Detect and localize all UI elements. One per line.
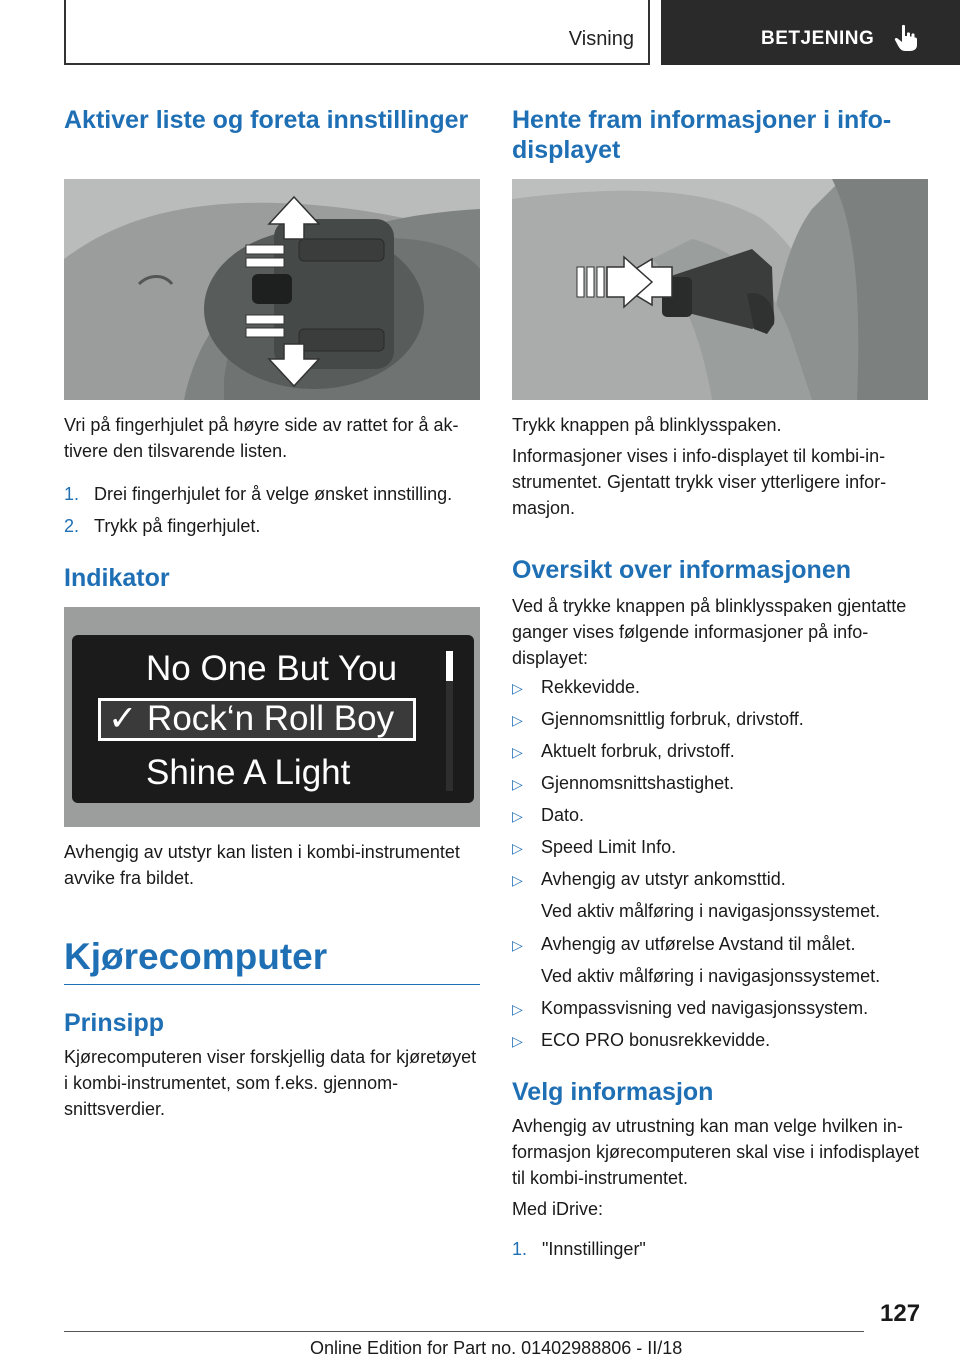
list-item: [512, 1027, 928, 1054]
display-line-2: ✓ Rock‘n Roll Boy: [108, 699, 395, 738]
display-line-1: No One But You: [146, 649, 398, 688]
bullet-triangle-icon: ▷: [512, 872, 523, 888]
header-chapter-title: BETJENING: [761, 28, 875, 49]
paragraph-info-shown: Informasjoner vises i info-displayet til kombi-instrumentet. Gjentatt trykk viser ytterligere informasjon.: [512, 446, 887, 518]
heading-principle: Prinsipp: [64, 1009, 165, 1037]
paragraph-principle: Kjørecomputeren viser forskjellig data for kjøretøyet i kombi-instrumentet, som f.eks. gjennomsnittsverdier.: [64, 1047, 477, 1119]
list-item-text: Gjennomsnittlig forbruk, drivstoff.: [541, 709, 804, 729]
list-item-text: Avhengig av utstyr ankomsttid.: [541, 869, 786, 889]
bullet-triangle-icon: ▷: [512, 840, 523, 856]
step-text: "Innstillinger": [542, 1239, 646, 1259]
steering-wheel-image: [64, 179, 480, 400]
pointing-hand-icon: [893, 24, 919, 52]
heading-indicator: Indikator: [64, 564, 170, 592]
step-number: 2.: [64, 516, 80, 536]
step-text: Drei fingerhjulet for å velge ønsket innstilling.: [94, 484, 453, 504]
paragraph-idrive: Med iDrive:: [512, 1199, 604, 1219]
step-number: 1.: [64, 484, 80, 504]
heading-trip-computer: Kjørecomputer: [64, 936, 328, 977]
bullet-triangle-icon: ▷: [512, 776, 523, 792]
list-item-text: Aktuelt forbruk, drivstoff.: [541, 741, 735, 761]
step-number: 1.: [512, 1239, 528, 1259]
step-text: Trykk på fingerhjulet.: [94, 516, 261, 536]
heading-select-info: Velg informasjon: [512, 1078, 714, 1106]
display-screen: [72, 635, 474, 803]
list-item-subtext: Ved aktiv målføring i navigasjonssystemet.: [541, 966, 881, 986]
heading-activate-list: Aktiver liste og foreta innstillinger: [64, 106, 469, 134]
bullet-triangle-icon: ▷: [512, 1001, 523, 1017]
footer-edition: Online Edition for Part no. 01402988806 - II/18: [310, 1338, 683, 1358]
list-item: [512, 995, 928, 1022]
list-item: [512, 802, 928, 829]
heading-fetch-info: Hente fram informasjoner i infodisplayet: [512, 106, 892, 164]
heading-underline: [64, 984, 480, 985]
list-item: [512, 866, 928, 893]
turn-signal-lever-image: [512, 179, 928, 400]
paragraph-overview: Ved å trykke knappen på blinklysspaken gjentatte ganger vises følgende informasjoner på info-displayet:: [512, 596, 907, 668]
list-item-text: Avhengig av utførelse Avstand til målet.: [541, 934, 856, 954]
bullet-triangle-icon: ▷: [512, 1033, 523, 1049]
list-item-text: Speed Limit Info.: [541, 837, 677, 857]
bullet-triangle-icon: ▷: [512, 744, 523, 760]
list-item-text: Kompassvisning ved navigasjonssystem.: [541, 998, 869, 1018]
list-item: [512, 706, 928, 733]
paragraph-wheel-instruction: Vri på fingerhjulet på høyre side av rattet for å aktivere den tilsvarende listen.: [64, 415, 459, 461]
list-item: [512, 738, 928, 765]
bullet-triangle-icon: ▷: [512, 937, 523, 953]
paragraph-press-button: Trykk knappen på blinklysspaken.: [512, 415, 782, 435]
list-item-text: Rekkevidde.: [541, 677, 641, 697]
paragraph-select-info: Avhengig av utrustning kan man velge hvilken informasjon kjørecomputeren skal vise i infodisplayet til kombi-instrumentet.: [512, 1116, 920, 1188]
page-number: 127: [880, 1300, 921, 1327]
header-section-title: Visning: [568, 28, 634, 50]
bullet-triangle-icon: ▷: [512, 680, 523, 696]
bullet-triangle-icon: ▷: [512, 808, 523, 824]
footer-divider: [64, 1331, 864, 1332]
header-chapter-box: [661, 0, 960, 65]
list-item: [512, 834, 928, 861]
display-image: [64, 607, 480, 827]
display-scrollbar-thumb: [446, 651, 453, 681]
list-item-subtext: Ved aktiv målføring i navigasjonssystemet.: [541, 901, 881, 921]
list-item: [512, 770, 928, 797]
paragraph-display-note: Avhengig av utstyr kan listen i kombi-instrumentet avvike fra bildet.: [64, 842, 460, 888]
list-item-text: ECO PRO bonusrekkevidde.: [541, 1030, 771, 1050]
bullet-triangle-icon: ▷: [512, 712, 523, 728]
list-item: [512, 674, 928, 701]
list-item-text: Gjennomsnittshastighet.: [541, 773, 735, 793]
heading-overview: Oversikt over informasjonen: [512, 556, 852, 584]
list-item: [512, 931, 928, 958]
display-line-3: Shine A Light: [146, 753, 351, 792]
step-1: [64, 481, 480, 507]
list-item-text: Dato.: [541, 805, 585, 825]
header-section-box: [64, 0, 650, 65]
idrive-step-1: [512, 1236, 928, 1262]
step-2: [64, 513, 480, 539]
